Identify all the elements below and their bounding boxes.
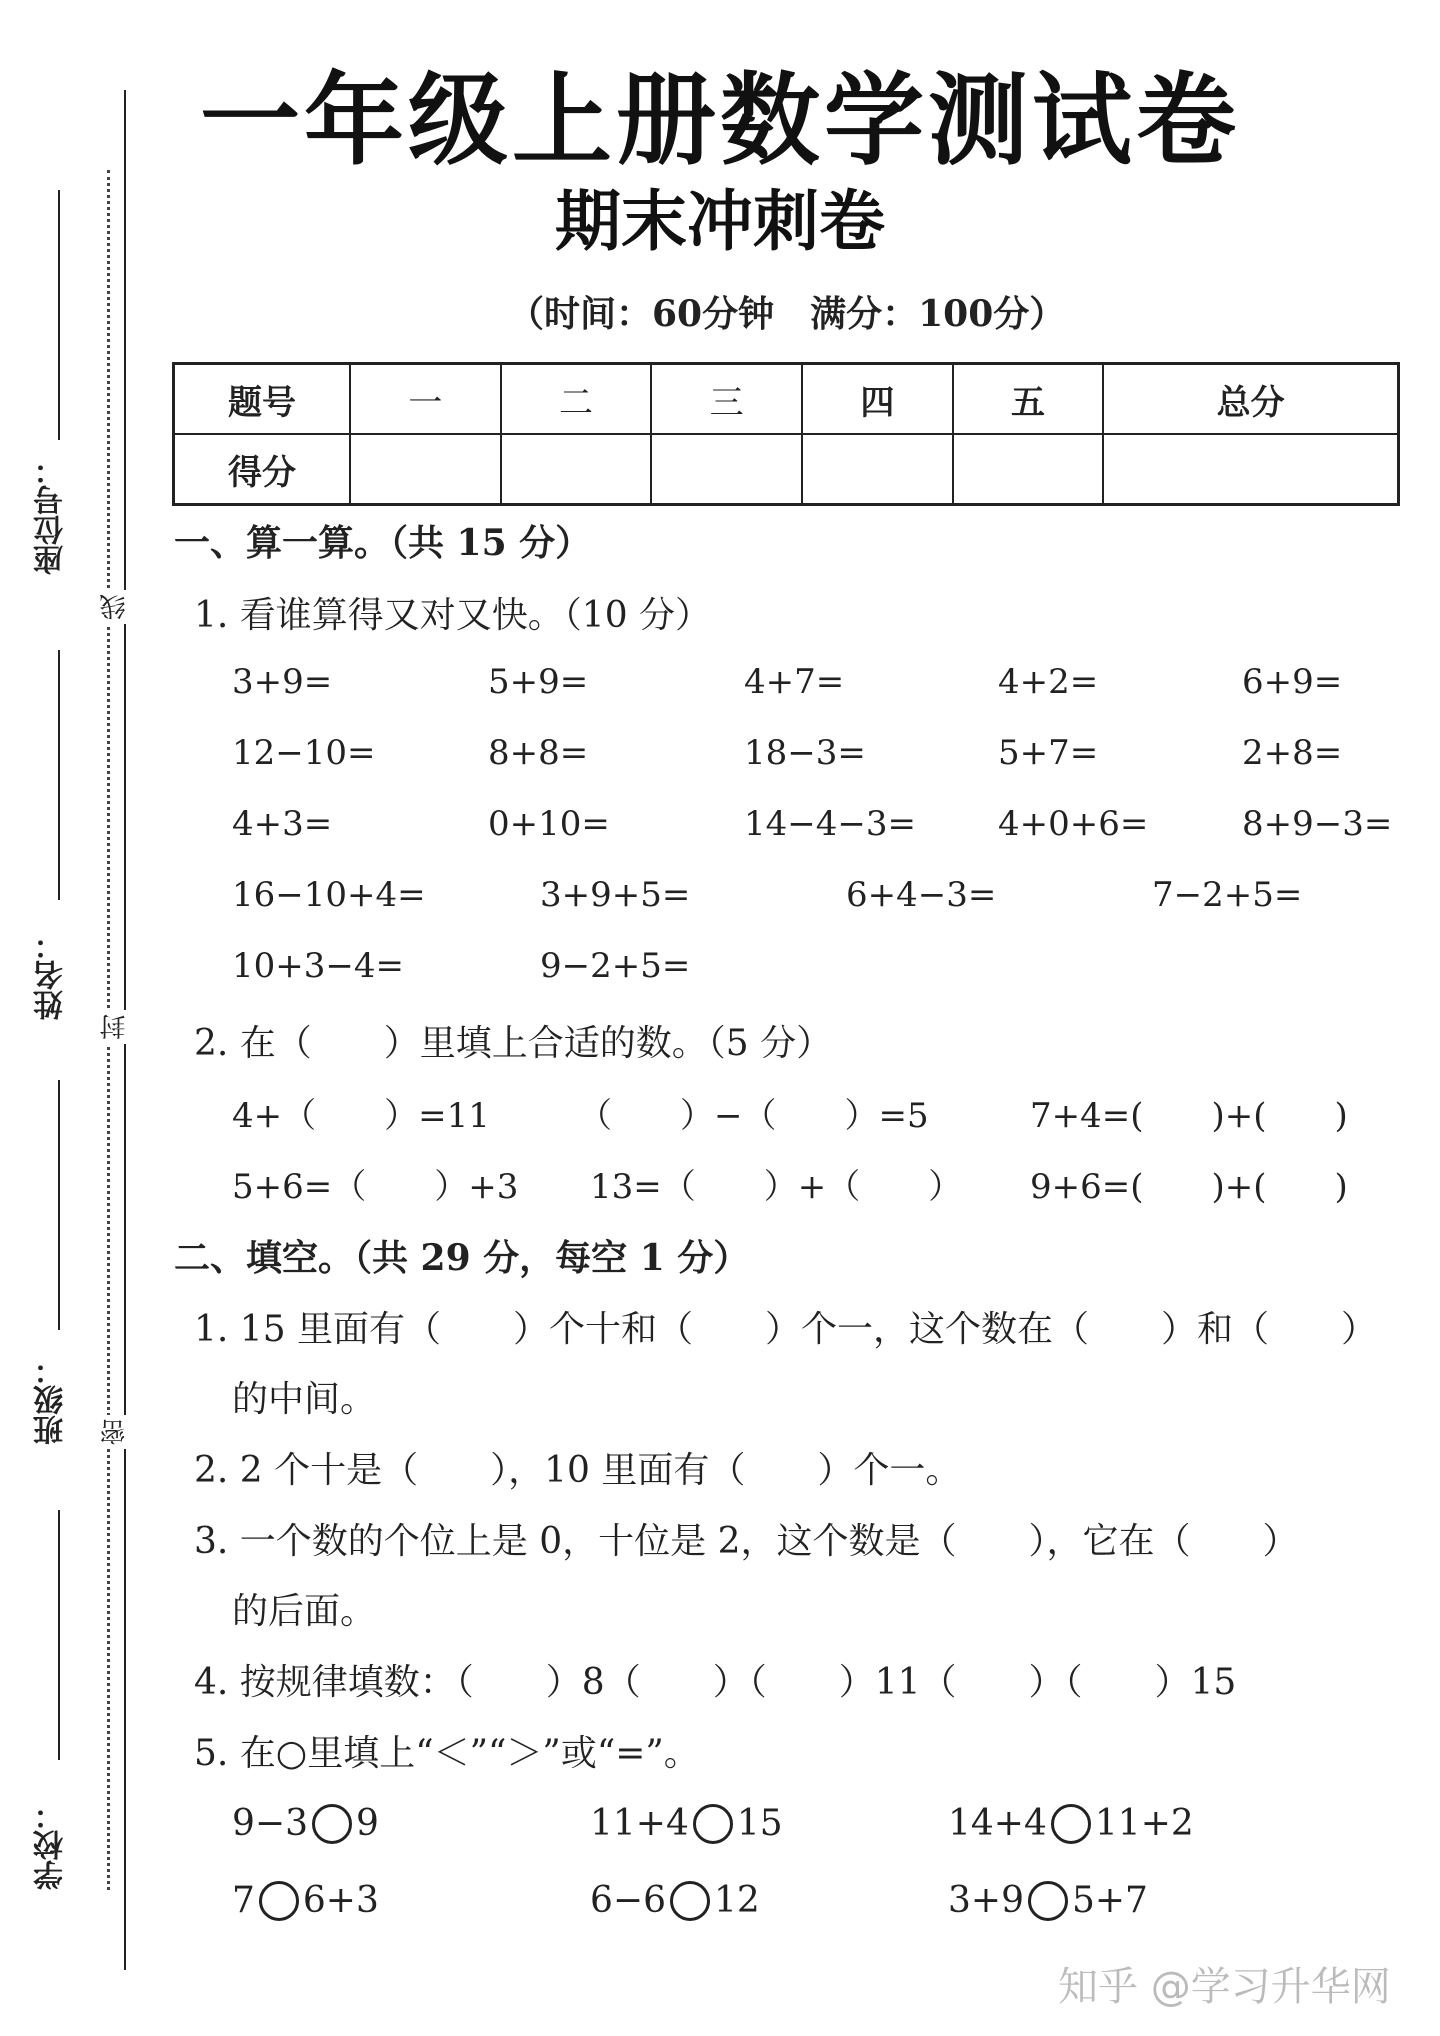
class-blank[interactable] bbox=[58, 1080, 60, 1330]
equation: 3+9+5= bbox=[540, 875, 691, 915]
score-cell[interactable] bbox=[651, 434, 802, 505]
equation: 0+10= bbox=[488, 804, 610, 844]
fill-blank-equation[interactable]: 5+6=（ ）+3 bbox=[232, 1167, 519, 1207]
fill-blank-equation[interactable]: 4+（ ）=11 bbox=[232, 1096, 490, 1136]
compare-left: 6−6 bbox=[590, 1880, 666, 1921]
compare-item bbox=[590, 1803, 783, 1844]
class-label: 班级： bbox=[34, 1355, 69, 1445]
section2-heading: 二、填空。（共 29 分，每空 1 分） bbox=[174, 1237, 750, 1279]
compare-right: 9 bbox=[355, 1803, 379, 1844]
compare-right: 5+7 bbox=[1071, 1880, 1148, 1921]
school-label: 学校： bbox=[34, 1800, 69, 1890]
compare-circle-blank[interactable] bbox=[1028, 1881, 1068, 1921]
equation: 18−3= bbox=[744, 733, 866, 773]
page-subtitle: 期末冲刺卷 bbox=[555, 183, 885, 260]
name-blank[interactable] bbox=[58, 650, 60, 900]
equation: 14−4−3= bbox=[744, 804, 916, 844]
equation: 8+8= bbox=[488, 733, 589, 773]
compare-left: 3+9 bbox=[948, 1880, 1024, 1921]
fill-blank-equation[interactable]: （ ）−（ ）=5 bbox=[578, 1096, 929, 1136]
score-row-label: 得分 bbox=[174, 434, 351, 505]
equation: 16−10+4= bbox=[232, 875, 426, 915]
compare-item bbox=[232, 1880, 379, 1921]
section2-q1-continued: 的中间。 bbox=[232, 1379, 377, 1420]
equation: 2+8= bbox=[1242, 733, 1343, 773]
compare-left: 14+4 bbox=[948, 1803, 1047, 1844]
compare-left: 7 bbox=[232, 1880, 255, 1921]
section2-q2[interactable]: 2. 2 个十是（ ），10 里面有（ ）个一。 bbox=[194, 1450, 962, 1491]
section1-q1-title: 1. 看谁算得又对又快。（10 分） bbox=[194, 595, 712, 636]
seal-mark-xian: 线 bbox=[96, 590, 133, 624]
score-cell[interactable] bbox=[350, 434, 501, 505]
equation: 9−2+5= bbox=[540, 946, 691, 986]
compare-right: 11+2 bbox=[1094, 1803, 1194, 1844]
compare-item bbox=[948, 1880, 1148, 1921]
compare-circle-blank[interactable] bbox=[670, 1881, 710, 1921]
equation: 8+9−3= bbox=[1242, 804, 1393, 844]
equation: 4+3= bbox=[232, 804, 333, 844]
section2-q4[interactable]: 4. 按规律填数：（ ）8（ ）（ ）11（ ）（ ）15 bbox=[194, 1662, 1237, 1703]
equation: 4+2= bbox=[998, 662, 1099, 702]
table-header-cell: 三 bbox=[651, 364, 802, 435]
compare-circle-blank[interactable] bbox=[312, 1804, 352, 1844]
table-header-cell: 五 bbox=[953, 364, 1104, 435]
score-cell[interactable] bbox=[953, 434, 1104, 505]
compare-right: 12 bbox=[713, 1880, 760, 1921]
page-title: 一年级上册数学测试卷 bbox=[200, 62, 1240, 179]
compare-right: 6+3 bbox=[302, 1880, 379, 1921]
score-cell[interactable] bbox=[1103, 434, 1398, 505]
compare-left: 9−3 bbox=[232, 1803, 308, 1844]
fill-blank-equation[interactable]: 7+4=( )+( ) bbox=[1030, 1096, 1348, 1136]
compare-right: 15 bbox=[736, 1803, 783, 1844]
equation: 6+9= bbox=[1242, 662, 1343, 702]
compare-circle-blank[interactable] bbox=[693, 1804, 733, 1844]
seat-number-label: 座位号： bbox=[34, 455, 69, 575]
equation: 4+7= bbox=[744, 662, 845, 702]
watermark: 知乎 @学习升华网 bbox=[1058, 1964, 1391, 2010]
score-table-header-row bbox=[174, 364, 1399, 435]
time-info: （时间：60分钟 满分：100分） bbox=[508, 293, 1066, 335]
equation: 4+0+6= bbox=[998, 804, 1149, 844]
section2-q5: 5. 在○里填上“＜”“＞”或“=”。 bbox=[194, 1733, 700, 1774]
section1-q2-title: 2. 在（ ）里填上合适的数。（5 分） bbox=[194, 1023, 833, 1064]
equation: 12−10= bbox=[232, 733, 376, 773]
equation: 7−2+5= bbox=[1152, 875, 1303, 915]
section1-heading: 一、算一算。（共 15 分） bbox=[174, 522, 592, 564]
table-header-cell: 题号 bbox=[174, 364, 351, 435]
section2-q3-continued: 的后面。 bbox=[232, 1591, 377, 1632]
section2-q1[interactable]: 1. 15 里面有（ ）个十和（ ）个一，这个数在（ ）和（ ） bbox=[194, 1309, 1378, 1350]
seal-mark-mi: 密 bbox=[96, 1415, 133, 1449]
equation: 10+3−4= bbox=[232, 946, 404, 986]
score-cell[interactable] bbox=[802, 434, 953, 505]
name-label: 姓名： bbox=[34, 930, 69, 1020]
compare-circle-blank[interactable] bbox=[1051, 1804, 1091, 1844]
table-header-cell: 一 bbox=[350, 364, 501, 435]
table-header-cell: 总分 bbox=[1103, 364, 1398, 435]
fill-blank-equation[interactable]: 9+6=( )+( ) bbox=[1030, 1167, 1348, 1207]
equation: 5+9= bbox=[488, 662, 589, 702]
compare-item bbox=[948, 1803, 1194, 1844]
table-header-cell: 四 bbox=[802, 364, 953, 435]
school-blank[interactable] bbox=[58, 1510, 60, 1760]
seal-mark-feng: 封 bbox=[96, 1010, 133, 1044]
score-table bbox=[172, 362, 1400, 506]
equation: 5+7= bbox=[998, 733, 1099, 773]
equation: 3+9= bbox=[232, 662, 333, 702]
compare-circle-blank[interactable] bbox=[259, 1881, 299, 1921]
compare-left: 11+4 bbox=[590, 1803, 689, 1844]
equation: 6+4−3= bbox=[846, 875, 997, 915]
score-table-score-row bbox=[174, 434, 1399, 505]
section2-q3[interactable]: 3. 一个数的个位上是 0，十位是 2，这个数是（ ），它在（ ） bbox=[194, 1521, 1299, 1562]
compare-item bbox=[590, 1880, 760, 1921]
fill-blank-equation[interactable]: 13=（ ）+（ ） bbox=[590, 1167, 963, 1207]
score-cell[interactable] bbox=[501, 434, 652, 505]
table-header-cell: 二 bbox=[501, 364, 652, 435]
compare-item bbox=[232, 1803, 379, 1844]
